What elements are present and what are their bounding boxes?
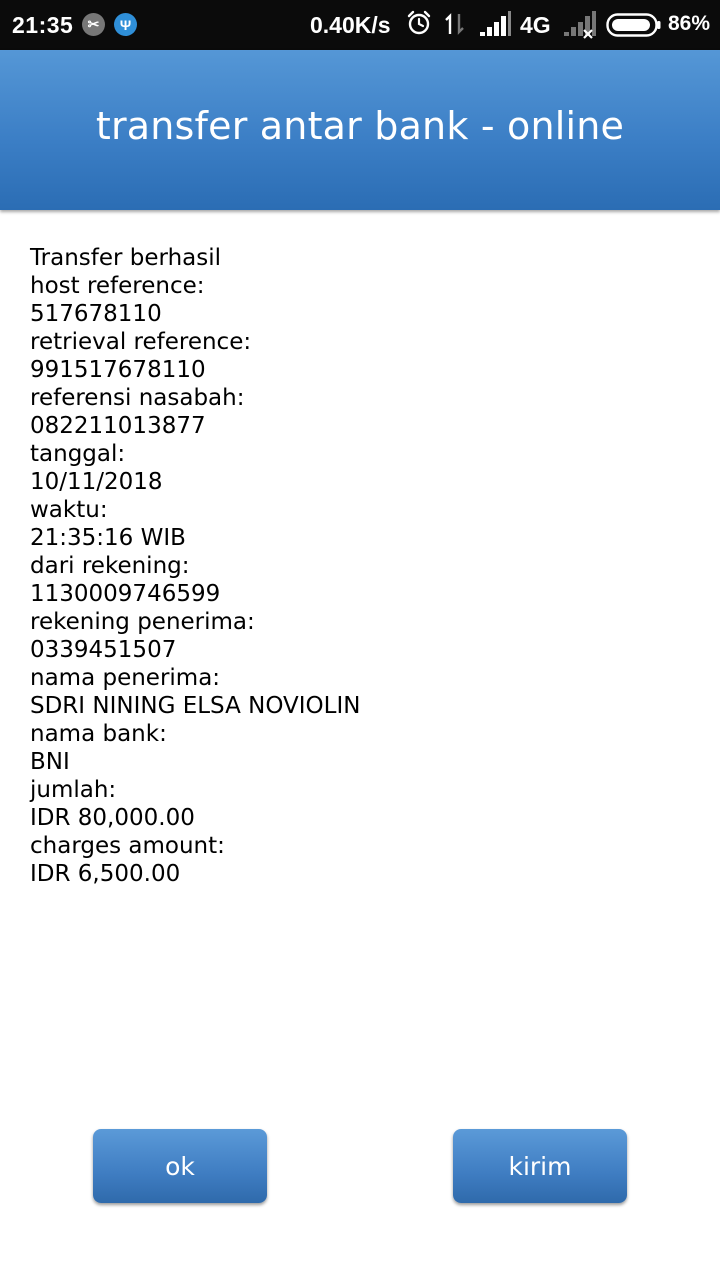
receipt-line: 082211013877	[30, 413, 206, 439]
battery-icon	[606, 12, 662, 38]
transfer-receipt	[30, 244, 690, 888]
receipt-line: retrieval reference:	[30, 329, 252, 355]
receipt-line: dari rekening:	[30, 553, 190, 579]
receipt-line: 991517678110	[30, 357, 206, 383]
alarm-icon	[406, 10, 432, 36]
receipt-line: BNI	[30, 749, 70, 775]
receipt-line: referensi nasabah:	[30, 385, 245, 411]
page-title: transfer antar bank - online	[95, 104, 625, 148]
receipt-line: IDR 6,500.00	[30, 861, 181, 887]
receipt-line: tanggal:	[30, 441, 126, 467]
status-time: 21:35	[12, 12, 74, 38]
battery-percent: 86%	[668, 12, 711, 35]
network-type: 4G	[520, 12, 551, 38]
receipt-line: 10/11/2018	[30, 469, 163, 495]
receipt-line: 517678110	[30, 301, 162, 327]
receipt-line: jumlah:	[30, 777, 117, 803]
receipt-line: 1130009746599	[30, 581, 221, 607]
data-arrows-icon	[442, 10, 468, 38]
signal-no-service-icon	[562, 10, 598, 40]
signal-icon	[478, 10, 512, 38]
receipt-line: nama bank:	[30, 721, 167, 747]
receipt-line: waktu:	[30, 497, 108, 523]
scissors-app-icon: ✂	[82, 13, 105, 36]
receipt-line: Transfer berhasil	[30, 245, 222, 271]
kirim-button[interactable]: kirim	[453, 1129, 627, 1203]
receipt-line: host reference:	[30, 273, 205, 299]
receipt-line: 0339451507	[30, 637, 177, 663]
receipt-line: 21:35:16 WIB	[30, 525, 186, 551]
receipt-line: rekening penerima:	[30, 609, 255, 635]
trident-app-icon: Ψ	[114, 13, 137, 36]
app-header	[0, 50, 720, 210]
ok-button[interactable]: ok	[93, 1129, 267, 1203]
receipt-line: SDRI NINING ELSA NOVIOLIN	[30, 693, 361, 719]
network-speed: 0.40K/s	[310, 12, 391, 38]
receipt-line: IDR 80,000.00	[30, 805, 195, 831]
receipt-line: charges amount:	[30, 833, 225, 859]
status-bar	[0, 0, 720, 50]
receipt-line: nama penerima:	[30, 665, 221, 691]
